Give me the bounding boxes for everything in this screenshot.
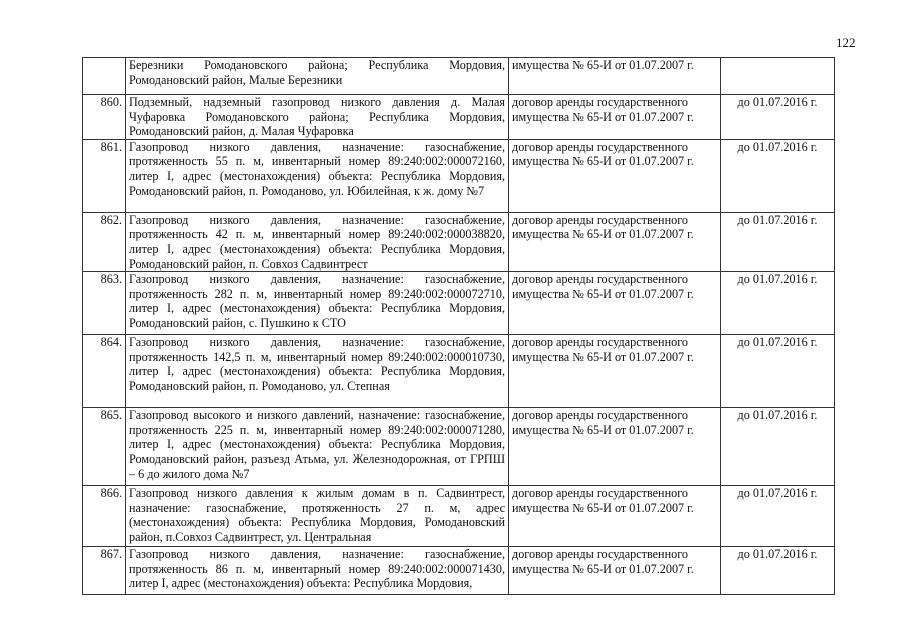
table-row bbox=[83, 486, 835, 547]
lease-basis: договор аренды государственного имущества № 65-И от 01.07.2007 г. bbox=[509, 547, 721, 595]
lease-basis: договор аренды государственного имущества № 65-И от 01.07.2007 г. bbox=[509, 212, 721, 271]
row-number: 863. bbox=[83, 272, 126, 335]
lease-basis: договор аренды государственного имущества № 65-И от 01.07.2007 г. bbox=[509, 408, 721, 486]
row-number: 866. bbox=[83, 486, 126, 547]
row-number: 867. bbox=[83, 547, 126, 595]
object-description: Газопровод высокого и низкого давлений, назначение: газоснабжение, протяженность 225 п. м, инвентарный номер 89:240:002:000071280, литер I, адрес (местонахождения) объекта: Республика Мордовия, Ромодановский район, разъезд Атьма, ул. Железнодорожная, от ГРПШ – 6 до жилого дома №7 bbox=[126, 408, 509, 486]
lease-term: до 01.07.2016 г. bbox=[721, 547, 835, 595]
lease-term: до 01.07.2016 г. bbox=[721, 408, 835, 486]
object-description: Газопровод низкого давления, назначение: газоснабжение, протяженность 282 п. м, инвентарный номер 89:240:002:000072710, литер I, адрес (местонахождения) объекта: Республика Мордовия, Ромодановский район, с. Пушкино к СТО bbox=[126, 272, 509, 335]
object-description: Березники Ромодановского района; Республика Мордовия, Ромодановский район, Малые Березники bbox=[126, 58, 509, 95]
row-number bbox=[83, 58, 126, 95]
lease-term: до 01.07.2016 г. bbox=[721, 272, 835, 335]
table-row bbox=[83, 212, 835, 271]
object-description: Газопровод низкого давления, назначение: газоснабжение, протяженность 55 п. м, инвентарный номер 89:240:002:000072160, литер I, адрес (местонахождения) объекта: Республика Мордовия, Ромодановский район, п. Ромоданово, ул. Юбилейная, к ж. дому №7 bbox=[126, 139, 509, 212]
object-description: Газопровод низкого давления, назначение: газоснабжение, протяженность 142,5 п. м, инвентарный номер 89:240:002:000010730, литер I, адрес (местонахождения) объекта: Республика Мордовия, Ромодановский район, п. Ромоданово, ул. Степная bbox=[126, 335, 509, 408]
lease-basis: договор аренды государственного имущества № 65-И от 01.07.2007 г. bbox=[509, 139, 721, 212]
lease-term: до 01.07.2016 г. bbox=[721, 335, 835, 408]
object-description: Газопровод низкого давления, назначение: газоснабжение, протяженность 42 п. м, инвентарный номер 89:240:002:000038820, литер I, адрес (местонахождения) объекта: Республика Мордовия, Ромодановский район, п. Совхоз Садвинтрест bbox=[126, 212, 509, 271]
table-row bbox=[83, 335, 835, 408]
object-description: Газопровод низкого давления к жилым домам в п. Садвинтрест, назначение: газоснабжение, протяженность 27 п. м, адрес (местонахождения) объекта: Республика Мордовия, Ромодановский район, п.Совхоз Садвинтрест, ул. Центральная bbox=[126, 486, 509, 547]
lease-term: до 01.07.2016 г. bbox=[721, 139, 835, 212]
lease-term: до 01.07.2016 г. bbox=[721, 95, 835, 140]
table-row bbox=[83, 272, 835, 335]
property-table bbox=[82, 57, 835, 595]
row-number: 862. bbox=[83, 212, 126, 271]
row-number: 861. bbox=[83, 139, 126, 212]
lease-term: до 01.07.2016 г. bbox=[721, 486, 835, 547]
lease-basis: договор аренды государственного имущества № 65-И от 01.07.2007 г. bbox=[509, 272, 721, 335]
lease-basis: договор аренды государственного имущества № 65-И от 01.07.2007 г. bbox=[509, 95, 721, 140]
row-number: 864. bbox=[83, 335, 126, 408]
table-row bbox=[83, 408, 835, 486]
object-description: Газопровод низкого давления, назначение: газоснабжение, протяженность 86 п. м, инвентарный номер 89:240:002:000071430, литер I, адрес (местонахождения) объекта: Республика Мордовия, bbox=[126, 547, 509, 595]
table-row bbox=[83, 547, 835, 595]
page-number: 122 bbox=[836, 35, 856, 50]
lease-basis: договор аренды государственного имущества № 65-И от 01.07.2007 г. bbox=[509, 335, 721, 408]
table-row bbox=[83, 139, 835, 212]
lease-term bbox=[721, 58, 835, 95]
lease-basis: договор аренды государственного имущества № 65-И от 01.07.2007 г. bbox=[509, 486, 721, 547]
lease-basis: имущества № 65-И от 01.07.2007 г. bbox=[509, 58, 721, 95]
row-number: 860. bbox=[83, 95, 126, 140]
row-number: 865. bbox=[83, 408, 126, 486]
table-row bbox=[83, 95, 835, 140]
table-row bbox=[83, 58, 835, 95]
lease-term: до 01.07.2016 г. bbox=[721, 212, 835, 271]
object-description: Подземный, надземный газопровод низкого давления д. Малая Чуфаровка Ромодановского района; Республика Мордовия, Ромодановский район, д. Малая Чуфаровка bbox=[126, 95, 509, 140]
